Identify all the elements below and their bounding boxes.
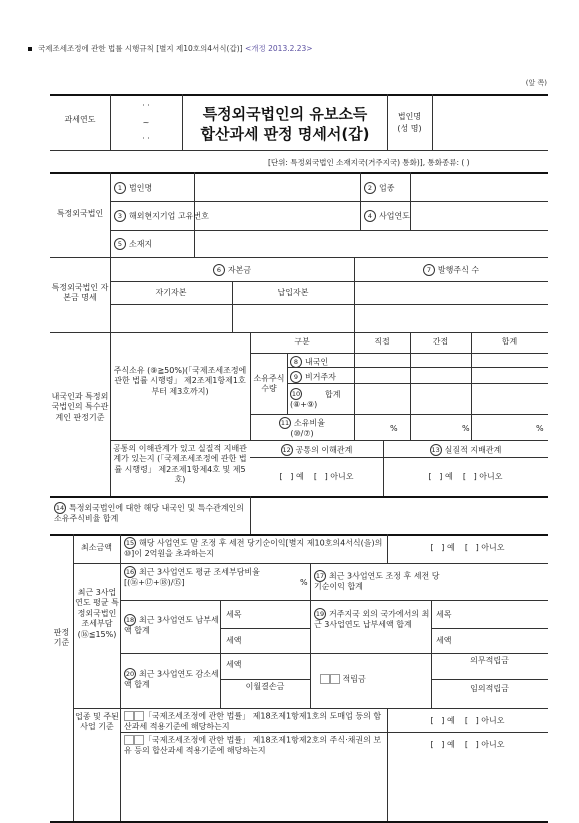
item19-text: 19 거주지국 외의 국가에서의 최근 3사업연도 납부세액 합계 xyxy=(314,609,430,629)
col-total: 합계 xyxy=(501,337,518,346)
form-title: 특정외국법인의 유보소득 합산과세 판정 명세서(갑) xyxy=(200,105,370,144)
item20-text: 20 최근 3사업연도 감소세액 합계 xyxy=(124,669,219,689)
pct-indirect: % xyxy=(462,424,470,433)
item16-text: 16 최근 3사업연도 평균 조세부담비율 [(⑯+⑰+⑱)/⑮] xyxy=(124,567,260,587)
tax-year-label: 과세연도 xyxy=(64,115,96,124)
item20-tax-sum: 세액 xyxy=(226,660,242,669)
col-category: 구분 xyxy=(294,337,310,346)
item19-tax-item: 세목 xyxy=(436,610,452,619)
corp-name-row: 1 법인명 xyxy=(114,182,152,194)
section-judgment: 판정 기준 xyxy=(53,628,70,648)
mandatory-reserve: 의무적립금 xyxy=(470,656,509,665)
item14-text: 14 특정외국법인에 대한 해당 내국인 및 특수관계인의 소유주식비율 합계 xyxy=(54,503,245,523)
location-row: 5 소재지 xyxy=(114,238,152,250)
reserve-row: 적립금 xyxy=(320,674,366,685)
bullet-icon xyxy=(28,47,32,51)
industry1-choice[interactable]: [ ] 예 [ ] 아니오 xyxy=(430,716,505,725)
amendment-date: <개정 2013.2.23> xyxy=(244,44,313,53)
actual-control-choice[interactable]: [ ] 예 [ ] 아니오 xyxy=(428,472,503,481)
item18-text: 18 최근 3사업연도 납부세액 합계 xyxy=(124,615,219,635)
tax-year-end[interactable]: · · xyxy=(142,134,150,143)
section-capital: 특정외국법인 자본금 명세 xyxy=(51,283,109,303)
actual-control-header: 13 실질적 지배관계 xyxy=(431,445,502,455)
business-row: 2 업종 xyxy=(364,182,394,194)
ownership-criteria-text: 주식소유 (⑨≧50%)(「국제조세조정에 관한 법률 시행령」 제2조제1항제1호부터 제3호까지) xyxy=(113,366,247,396)
unit-currency-line: [단위: 특정외국법인 소재지국(거주지국) 통화)], 통화종류: ( ) xyxy=(268,158,470,167)
checkbox-icon xyxy=(134,711,144,721)
issued-shares-header: 7 발행주식 수 xyxy=(354,264,548,276)
own-capital-header: 자기자본 xyxy=(155,288,187,297)
item15-choice[interactable]: [ ] 예 [ ] 아니오 xyxy=(430,543,505,552)
overseas-id-row: 3 해외현지기업 고유번호 xyxy=(114,210,209,222)
industry-label: 업종 및 주된 사업 기준 xyxy=(75,712,119,732)
item18-tax-item: 세목 xyxy=(226,610,242,619)
capital-stock-header: 6 자본금 xyxy=(110,264,354,276)
item15-text: 15 해당 사업연도 말 조정 후 세전 당기순이익[별지 제10호의4서식(을)의 ⑩]이 2억원을 초과하는지 xyxy=(124,538,383,558)
sum-row: 10 합계 (⑧+⑨) xyxy=(290,389,341,409)
item16-pct: % xyxy=(300,578,308,587)
non-resident-row: 9 비거주자 xyxy=(290,371,336,383)
industry2-text: 「국제조세조정에 관한 법률」 제18조제1항제2호의 주식·채권의 보유 등의 합산과세 적용기준에 해당하는지 xyxy=(124,735,382,755)
resident-row: 8 내국인 xyxy=(290,356,328,368)
checkbox-icon xyxy=(330,674,340,684)
common-interest-header: 12 공통의 이해관계 xyxy=(282,445,353,455)
item18-tax-sum: 세액 xyxy=(226,636,242,645)
common-interest-choice[interactable]: [ ] 예 [ ] 아니오 xyxy=(279,472,354,481)
page-side-label: (앞 쪽) xyxy=(525,79,547,87)
form-reference xyxy=(28,43,313,54)
tax-year-start[interactable]: · · xyxy=(142,101,150,110)
recent3-label: 최근 3사업연도 평균 특정외국법인 조세부담(⑯≦15%) xyxy=(75,588,119,639)
regulation-text: 국제조세조정에 관한 법률 시행규칙 [별지 제10호의4서식(갑)] xyxy=(38,44,243,53)
ownership-ratio-row: 11 소유비율 (⑩/⑦) xyxy=(280,418,325,438)
item19-tax-sum: 세액 xyxy=(436,636,452,645)
industry1-text: 「국제조세조정에 관한 법률」 제18조제1항제1호의 도매업 등의 합산과세 적용기준에 해당하는지 xyxy=(124,711,382,731)
shares-held-label: 소유주식 수량 xyxy=(253,374,285,394)
optional-reserve: 임의적립금 xyxy=(470,684,509,693)
col-indirect: 간접 xyxy=(432,337,449,346)
corp-name-sub-label: (성 명) xyxy=(397,124,422,133)
corp-name-field[interactable] xyxy=(432,100,548,148)
col-direct: 직접 xyxy=(374,337,390,346)
paid-in-header: 납입자본 xyxy=(277,288,309,297)
item17-text: 17 최근 3사업연도 조정 후 세전 당기순이익 합계 xyxy=(314,571,440,591)
section-specific-corp: 특정외국법인 xyxy=(56,209,104,218)
checkbox-icon xyxy=(124,711,134,721)
checkbox-icon xyxy=(320,674,330,684)
common-interest-criteria-text: 공통의 이해관계가 있고 실질적 지배관계가 있는지 (「국제조세조정에 관한 법률 시행령」 제2조제1항제4호 및 제5호) xyxy=(113,444,247,485)
min-amount-label: 최소금액 xyxy=(81,543,112,552)
industry2-choice[interactable]: [ ] 예 [ ] 아니오 xyxy=(430,740,505,749)
pct-direct: % xyxy=(390,424,398,433)
fiscal-year-row: 4 사업연도 xyxy=(364,210,410,222)
corp-name-label: 법인명 xyxy=(397,112,422,121)
checkbox-icon xyxy=(124,735,134,745)
pct-total: % xyxy=(536,424,544,433)
checkbox-icon xyxy=(134,735,144,745)
carry-forward-loss: 이월결손금 xyxy=(245,682,285,691)
tax-year-tilde: ~ xyxy=(142,118,150,127)
section-relation-criteria: 내국인과 특정외국법인의 특수관계인 판정기준 xyxy=(51,392,109,422)
